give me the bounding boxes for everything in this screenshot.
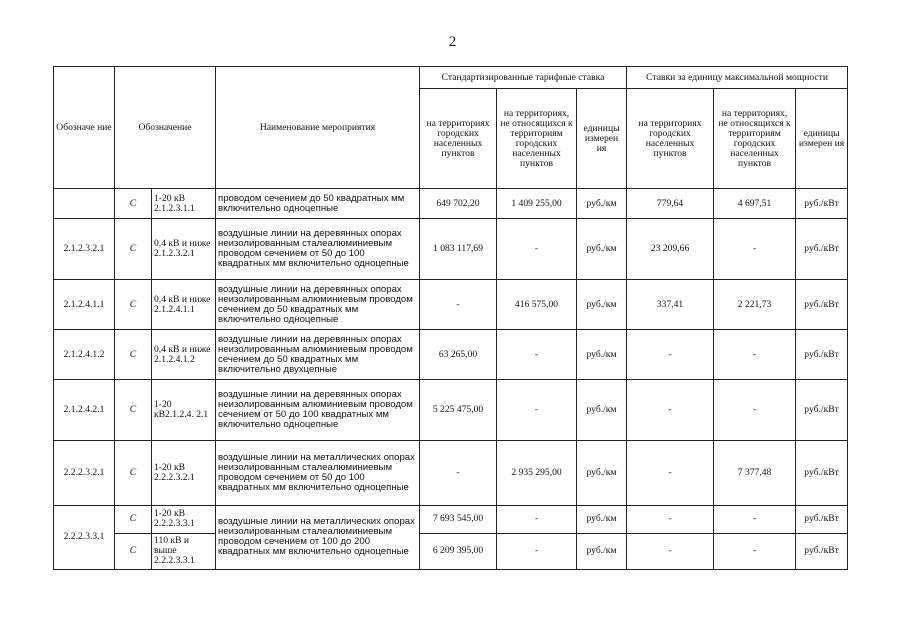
row-unit-power: руб./кВт — [796, 379, 848, 440]
row-nonurban-power: - — [714, 379, 796, 440]
row-code: 2.2.2.3.2.1 — [54, 440, 115, 505]
row-urban: 7 693 545,00 — [420, 505, 497, 533]
row-urban-power: - — [627, 379, 714, 440]
table-row — [54, 189, 848, 219]
table-row — [54, 379, 848, 440]
row-code: 2.1.2.4.1.2 — [54, 330, 115, 379]
table-row — [54, 219, 848, 280]
row-urban: - — [420, 440, 497, 505]
row-nonurban-power: - — [714, 219, 796, 280]
row-nonurban: - — [497, 219, 577, 280]
table-row — [54, 505, 848, 533]
row-nonurban-power: 7 377,48 — [714, 440, 796, 505]
header-nonurban: на территориях, не относящихся к территориям городских населенных пунктов — [497, 89, 577, 189]
header-name: Наименование мероприятия — [216, 67, 420, 189]
row-designation: 1-20 кВ 2.2.2.3.2.1 — [152, 440, 216, 505]
row-unit-power: руб./кВт — [796, 533, 848, 569]
row-urban-power: - — [627, 505, 714, 533]
row-nonurban-power: 2 221,73 — [714, 280, 796, 330]
row-name: воздушные линии на деревянных опорах неизолированным алюминиевым проводом сечением до 50 квадратных мм включительно одноцепные — [216, 280, 420, 330]
row-unit: руб./км — [577, 379, 627, 440]
row-code: 2.1.2.4.2.1 — [54, 379, 115, 440]
row-urban: 63 265,00 — [420, 330, 497, 379]
page-number: 2 — [448, 34, 457, 50]
row-unit: руб./км — [577, 280, 627, 330]
row-nonurban: - — [497, 330, 577, 379]
row-designation: 0,4 кВ и ниже 2.1.2.4.1.1 — [152, 280, 216, 330]
row-designation: 1-20 кВ2.1.2.4. 2.1 — [152, 379, 216, 440]
row-letter: С — [115, 533, 152, 569]
tariff-table — [53, 66, 848, 570]
row-unit-power: руб./кВт — [796, 280, 848, 330]
header-nonurban-power: на территориях, не относящихся к территориям городских населенных пунктов — [714, 89, 796, 189]
row-letter: С — [115, 189, 152, 219]
row-urban-power: 23 209,66 — [627, 219, 714, 280]
row-urban: 649 702,20 — [420, 189, 497, 219]
header-group-power: Ставки за единицу максимальной мощности — [627, 67, 848, 89]
row-unit: руб./км — [577, 219, 627, 280]
row-name: воздушные линии на деревянных опорах неизолированным алюминиевым проводом сечением до 50 квадратных мм включительно двухцепные — [216, 330, 420, 379]
row-letter: С — [115, 440, 152, 505]
row-urban: 1 083 117,69 — [420, 219, 497, 280]
row-urban: 6 209 395,00 — [420, 533, 497, 569]
row-code: 2.2.2.3.3.1 — [54, 505, 115, 569]
header-unit-power: единицы измерен ия — [796, 89, 848, 189]
row-designation: 0,4 кВ и ниже 2.1.2.3.2.1 — [152, 219, 216, 280]
row-unit-power: руб./кВт — [796, 440, 848, 505]
header-group-standard: Стандартизированные тарифные ставка — [420, 67, 627, 89]
row-urban-power: - — [627, 533, 714, 569]
row-unit: руб./км — [577, 505, 627, 533]
row-nonurban: 416 575,00 — [497, 280, 577, 330]
row-designation: 1-20 кВ 2.2.2.3.3.1 — [152, 505, 216, 533]
row-nonurban-power: - — [714, 533, 796, 569]
row-urban-power: 779,64 — [627, 189, 714, 219]
row-nonurban-power: - — [714, 330, 796, 379]
row-designation: 1-20 кВ 2.1.2.3.1.1 — [152, 189, 216, 219]
header-urban: на территориях городских населенных пунктов — [420, 89, 497, 189]
row-unit: руб./км — [577, 533, 627, 569]
row-name: воздушные линии на металлических опорах неизолированным сталеалюминиевым проводом сечением от 100 до 200 квадратных мм включительно одноцепные — [216, 505, 420, 569]
table-row — [54, 330, 848, 379]
row-urban-power: - — [627, 440, 714, 505]
row-unit: руб./км — [577, 440, 627, 505]
row-nonurban: - — [497, 533, 577, 569]
row-unit-power: руб./кВт — [796, 219, 848, 280]
row-urban: - — [420, 280, 497, 330]
row-code: 2.1.2.3.2.1 — [54, 219, 115, 280]
row-unit-power: руб./кВт — [796, 505, 848, 533]
header-unit: единицы измерен ия — [577, 89, 627, 189]
row-name: воздушные линии на металлических опорах неизолированным сталеалюминиевым проводом сечением от 50 до 100 квадратных мм включительно одноцепные — [216, 440, 420, 505]
row-letter: С — [115, 280, 152, 330]
row-name: воздушные линии на деревянных опорах неизолированным алюминиевым проводом сечением от 50 до 100 квадратных мм включительно одноцепные — [216, 379, 420, 440]
table-row — [54, 440, 848, 505]
row-letter: С — [115, 505, 152, 533]
header-code: Обозначе ние — [54, 67, 115, 189]
table-row — [54, 533, 848, 569]
header-designation: Обозначение — [115, 67, 216, 189]
row-urban: 5 225 475,00 — [420, 379, 497, 440]
row-unit: руб./км — [577, 330, 627, 379]
row-unit-power: руб./кВт — [796, 330, 848, 379]
table-row — [54, 280, 848, 330]
row-designation: 110 кВ и выше 2.2.2.3.3.1 — [152, 533, 216, 569]
row-designation: 0,4 кВ и ниже 2.1.2.4.1.2 — [152, 330, 216, 379]
row-nonurban: - — [497, 379, 577, 440]
row-name: проводом сечением до 50 квадратных мм включительно одноцепные — [216, 189, 420, 219]
row-nonurban-power: - — [714, 505, 796, 533]
row-code: 2.1.2.4.1.1 — [54, 280, 115, 330]
row-letter: С — [115, 379, 152, 440]
row-letter: С — [115, 219, 152, 280]
row-unit: руб./км — [577, 189, 627, 219]
row-nonurban-power: 4 697,51 — [714, 189, 796, 219]
row-unit-power: руб./кВт — [796, 189, 848, 219]
row-code — [54, 189, 115, 219]
row-urban-power: 337,41 — [627, 280, 714, 330]
header-urban-power: на территориях городских населенных пунктов — [627, 89, 714, 189]
row-name: воздушные линии на деревянных опорах неизолированным сталеалюминиевым проводом сечением от 50 до 100 квадратных мм включительно одноцепные — [216, 219, 420, 280]
row-nonurban: - — [497, 505, 577, 533]
row-nonurban: 1 409 255,00 — [497, 189, 577, 219]
row-nonurban: 2 935 295,00 — [497, 440, 577, 505]
row-letter: С — [115, 330, 152, 379]
row-urban-power: - — [627, 330, 714, 379]
